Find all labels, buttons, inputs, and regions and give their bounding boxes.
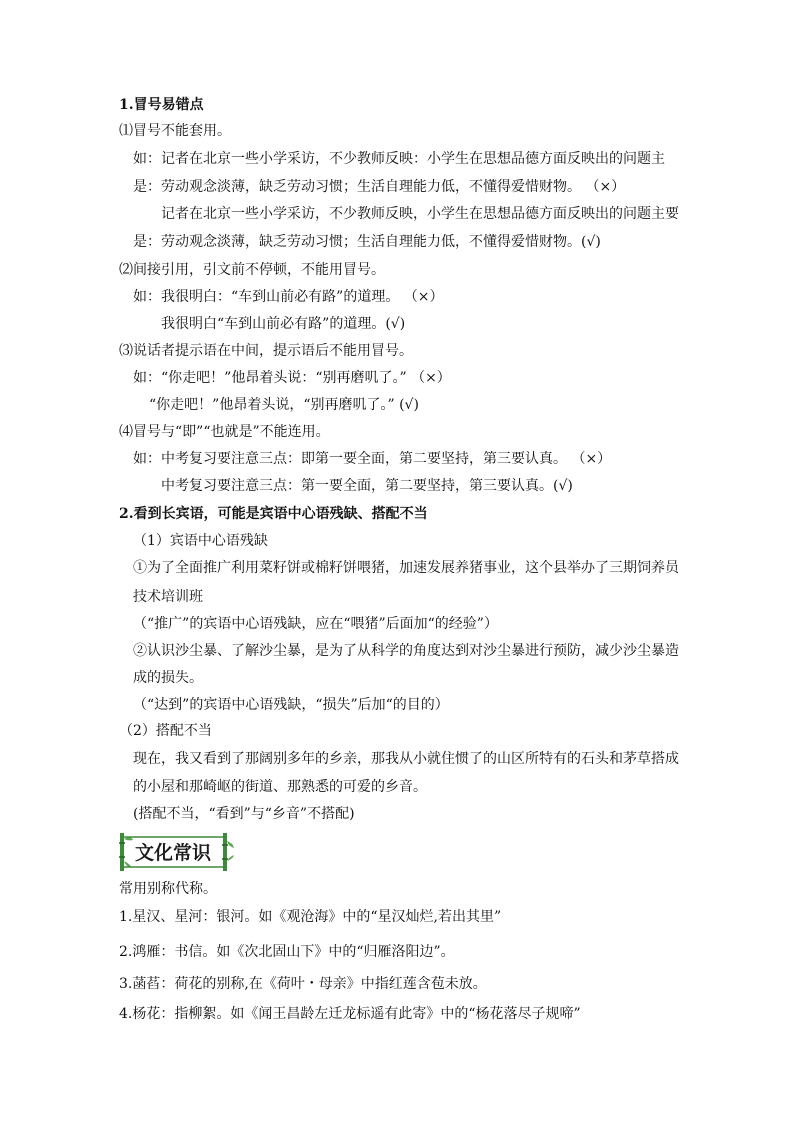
example-2-line-1: ②认识沙尘暴、了解沙尘暴，是为了从科学的角度达到对沙尘暴进行预防，减少沙尘暴造 bbox=[133, 643, 679, 659]
bamboo-left-icon bbox=[119, 833, 133, 871]
example-3-note: (搭配不当，“看到”与“乡音”不搭配) bbox=[133, 806, 355, 822]
example-2-note: （“达到”的宾语中心语残缺，“损失”后加“的目的） bbox=[133, 697, 449, 713]
example-1-note: （“推广”的宾语中心语残缺，应在“喂猪”后面加“的经验”） bbox=[133, 616, 498, 632]
subsection-2-title: （2）搭配不当 bbox=[119, 723, 212, 739]
culture-banner bbox=[117, 831, 235, 873]
rule-1-example-1-line-1: 如：记者在北京一些小学采访，不少教师反映：小学生在思想品德方面反映出的问题主 bbox=[133, 151, 665, 167]
rule-4-example-1: 如：中考复习要注意三点：即第一要全面，第二要坚持，第三要认真。 （×） bbox=[133, 451, 612, 467]
rule-2: ⑵间接引用，引文前不停顿，不能用冒号。 bbox=[119, 262, 385, 278]
culture-intro: 常用别称代称。 bbox=[119, 881, 217, 897]
rule-4: ⑷冒号与“即”“也就是”不能连用。 bbox=[119, 424, 330, 440]
rule-1: ⑴冒号不能套用。 bbox=[119, 123, 231, 139]
rule-3: ⑶说话者提示语在中间，提示语后不能用冒号。 bbox=[119, 343, 413, 359]
subsection-1-title: （1）宾语中心语残缺 bbox=[133, 533, 268, 549]
rule-2-example-2: 我很明白“车到山前必有路”的道理。(√) bbox=[161, 316, 406, 332]
section-2-heading: 2.看到长宾语，可能是宾语中心语残缺、搭配不当 bbox=[119, 506, 428, 522]
culture-item: 3.菡萏：荷花的别称,在《荷叶・母亲》中指红莲含苞未放。 bbox=[119, 976, 487, 992]
section-1-heading: 1.冒号易错点 bbox=[119, 97, 204, 113]
rule-1-example-1-line-2: 是：劳动观念淡薄，缺乏劳动习惯；生活自理能力低，不懂得爱惜财物。 （×） bbox=[133, 179, 626, 195]
example-2-line-2: 成的损失。 bbox=[133, 670, 203, 686]
example-3-line-2: 的小屋和那崎岖的街道、那熟悉的可爱的乡音。 bbox=[133, 779, 427, 795]
culture-item: 2.鸿雁：书信。如《次北固山下》中的“归雁洛阳边”。 bbox=[119, 944, 455, 960]
rule-3-example-1: 如：“你走吧！”他昂着头说：“别再磨叽了。” （×） bbox=[133, 370, 451, 386]
rule-3-example-2: “你走吧！”他昂着头说，“别再磨叽了。” (√) bbox=[149, 397, 419, 413]
culture-banner-title: 文化常识 bbox=[134, 842, 212, 864]
bamboo-right-icon bbox=[222, 833, 234, 871]
rule-1-example-2-line-2: 是：劳动观念淡薄，缺乏劳动习惯；生活自理能力低，不懂得爱惜财物。(√) bbox=[133, 234, 601, 250]
rule-1-example-2-line-1: 记者在北京一些小学采访，不少教师反映，小学生在思想品德方面反映出的问题主要 bbox=[161, 206, 679, 222]
culture-item: 4.杨花：指柳絮。如《闻王昌龄左迁龙标遥有此寄》中的“杨花落尽子规啼” bbox=[119, 1006, 581, 1022]
rule-4-example-2: 中考复习要注意三点：第一要全面，第二要坚持，第三要认真。(√) bbox=[161, 478, 573, 494]
example-1-line-1: ①为了全面推广利用菜籽饼或棉籽饼喂猪，加速发展养猪事业，这个县举办了三期饲养员 bbox=[133, 560, 679, 576]
culture-item: 1.星汉、星河：银河。如《观沧海》中的“星汉灿烂,若出其里” bbox=[119, 909, 502, 925]
example-3-line-1: 现在，我又看到了那阔别多年的乡亲，那我从小就住惯了的山区所特有的石头和茅草搭成 bbox=[133, 751, 679, 767]
rule-2-example-1: 如：我很明白：“车到山前必有路”的道理。 （×） bbox=[133, 289, 444, 305]
example-1-line-2: 技术培训班 bbox=[133, 589, 203, 605]
